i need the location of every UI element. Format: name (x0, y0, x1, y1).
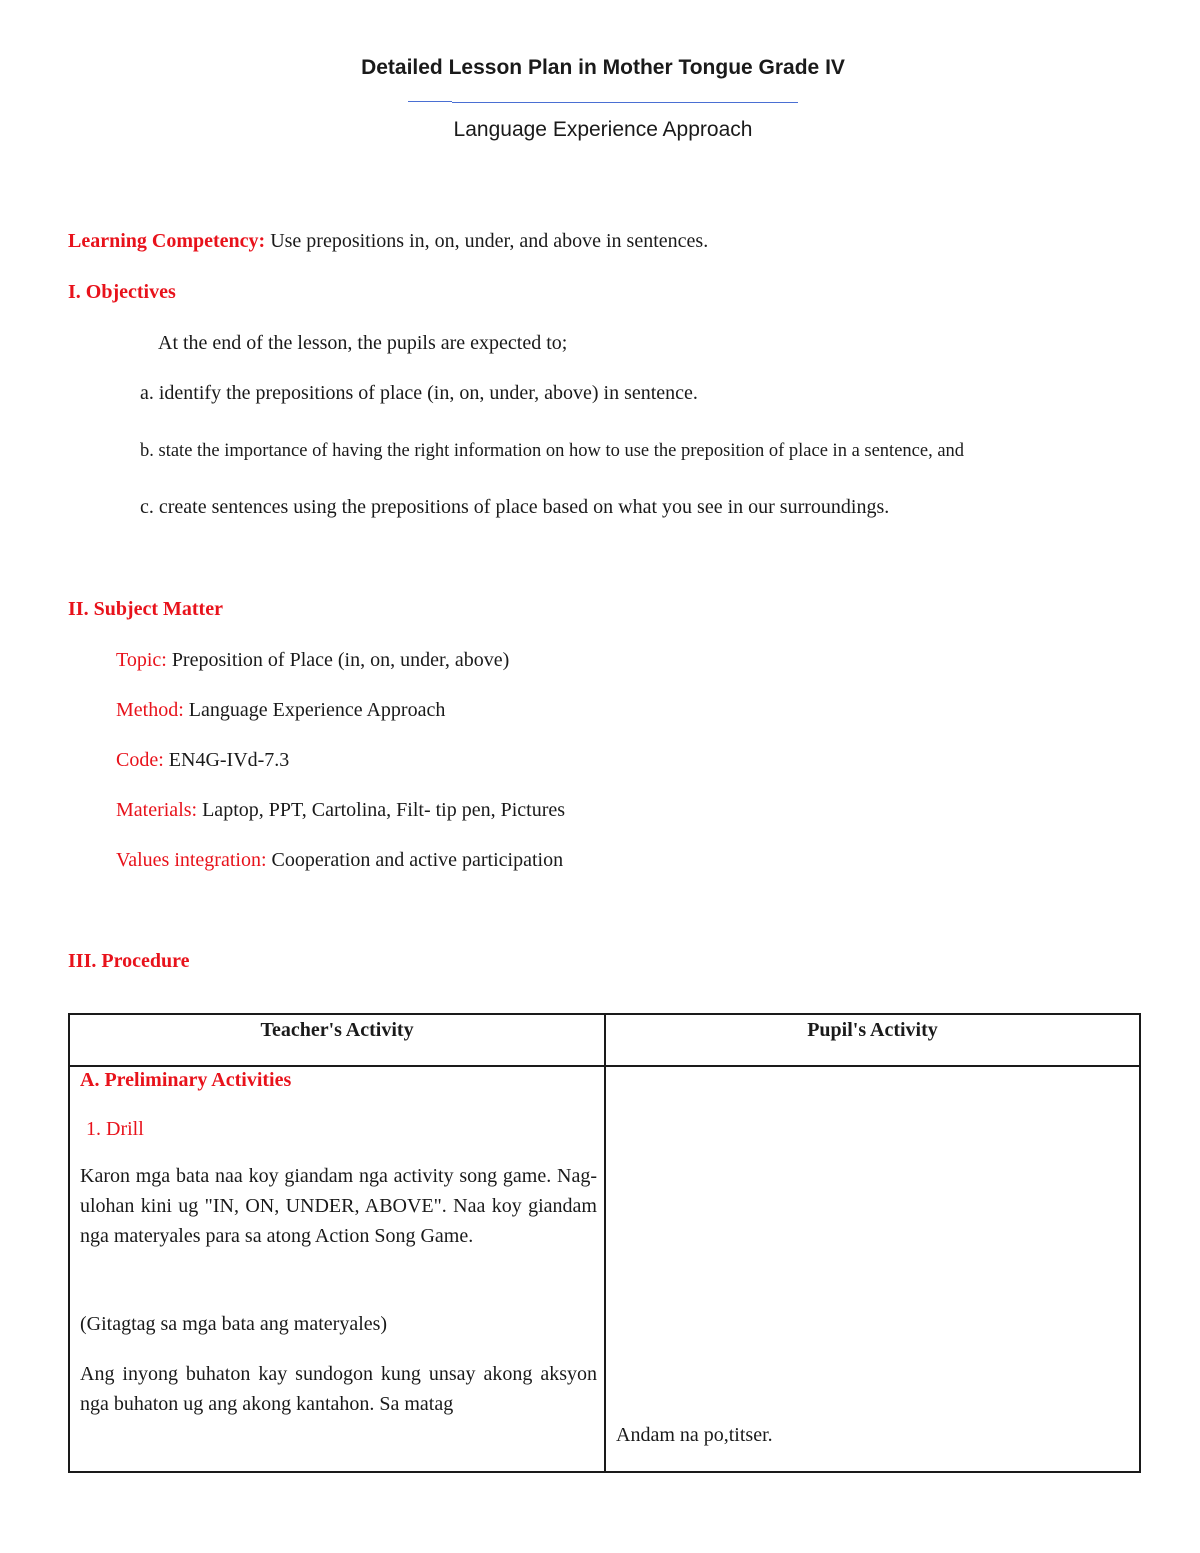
topic-value: Preposition of Place (in, on, under, above) (166, 649, 510, 671)
subject-code (116, 749, 289, 772)
subject-topic (116, 649, 509, 672)
code-value: EN4G-IVd-7.3 (163, 749, 290, 771)
subject-method (116, 699, 445, 722)
materials-value: Laptop, PPT, Cartolina, Filt- tip pen, Pictures (197, 799, 566, 821)
table-column-divider (604, 1015, 606, 1471)
subject-materials (116, 799, 565, 822)
column-header-teacher: Teacher's Activity (260, 1019, 414, 1041)
competency-label: Learning Competency: (68, 230, 266, 252)
document-subtitle: Language Experience Approach (453, 118, 753, 141)
topic-label: Topic: (116, 649, 167, 671)
objectives-intro: At the end of the lesson, the pupils are expected to; (158, 332, 568, 354)
learning-competency (68, 230, 708, 253)
code-label: Code: (116, 749, 164, 771)
pupil-response: Andam na po,titser. (616, 1424, 773, 1446)
column-header-pupil: Pupil's Activity (807, 1019, 938, 1041)
subject-matter-heading: II. Subject Matter (68, 598, 223, 620)
title-underline (408, 101, 452, 102)
competency-text: Use prepositions in, on, under, and above in sentences. (265, 230, 709, 252)
section-title: A. Preliminary Activities (80, 1069, 292, 1091)
title-underline (452, 102, 798, 103)
materials-label: Materials: (116, 799, 198, 821)
subject-values (116, 849, 563, 872)
document-title: Detailed Lesson Plan in Mother Tongue Grade IV (361, 56, 845, 79)
method-value: Language Experience Approach (183, 699, 446, 721)
subsection-title: 1. Drill (86, 1118, 144, 1140)
teacher-paragraph: Ang inyong buhaton kay sundogon kung unsay akong aksyon nga buhaton ug ang akong kantahon. Sa matag (80, 1363, 597, 1415)
procedure-heading: III. Procedure (68, 950, 190, 972)
teacher-paragraph: Karon mga bata naa koy giandam nga activity song game. Nag-ulohan kini ug "IN, ON, UNDER, ABOVE". Naa koy giandam nga materyales para sa atong Action Song Game. (80, 1165, 597, 1247)
objective-item: c. create sentences using the prepositions of place based on what you see in our surroundings. (140, 496, 890, 518)
values-value: Cooperation and active participation (266, 849, 564, 871)
method-label: Method: (116, 699, 184, 721)
table-header-divider (70, 1065, 1139, 1067)
objective-item: a. identify the prepositions of place (in, on, under, above) in sentence. (140, 382, 698, 404)
procedure-table (68, 1013, 1141, 1473)
values-label: Values integration: (116, 849, 267, 871)
teacher-paragraph: (Gitagtag sa mga bata ang materyales) (80, 1313, 388, 1335)
objective-item: b. state the importance of having the right information on how to use the preposition of place in a sentence, and (140, 441, 965, 461)
objectives-heading: I. Objectives (68, 281, 176, 303)
